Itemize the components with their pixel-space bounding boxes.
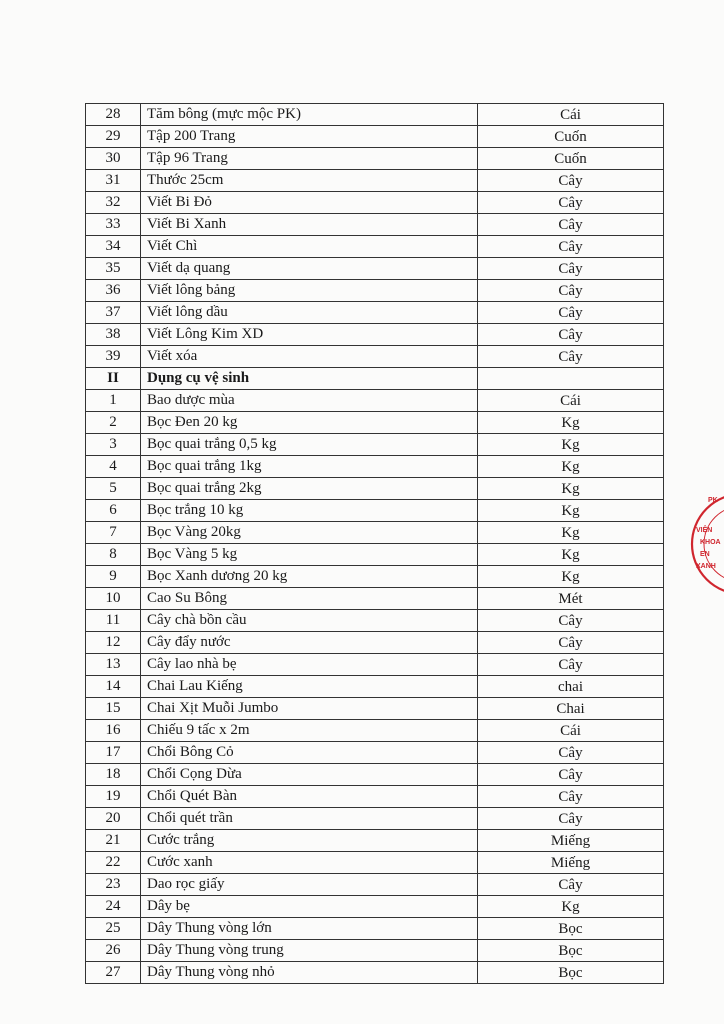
unit-cell: Miếng [478, 852, 664, 874]
table-row [86, 676, 664, 698]
table-row [86, 522, 664, 544]
row-number-cell: 19 [86, 786, 141, 808]
row-number-cell: 38 [86, 324, 141, 346]
row-number-cell: 7 [86, 522, 141, 544]
table-row [86, 192, 664, 214]
unit-cell: Bọc [478, 962, 664, 984]
unit-cell [478, 368, 664, 390]
table-row [86, 742, 664, 764]
table-row [86, 830, 664, 852]
items-table-body [86, 104, 664, 984]
unit-cell: Kg [478, 544, 664, 566]
row-number-cell: 10 [86, 588, 141, 610]
unit-cell: Kg [478, 478, 664, 500]
row-number-cell: 12 [86, 632, 141, 654]
table-row [86, 918, 664, 940]
item-name-cell: Tập 96 Trang [141, 148, 478, 170]
row-number-cell: 31 [86, 170, 141, 192]
unit-cell: Cây [478, 808, 664, 830]
unit-cell: Cây [478, 236, 664, 258]
red-stamp-seal [690, 488, 724, 600]
unit-cell: Cái [478, 390, 664, 412]
unit-cell: Cây [478, 192, 664, 214]
item-name-cell: Viết xóa [141, 346, 478, 368]
stamp-text-fragment: PK [708, 497, 718, 504]
table-row [86, 940, 664, 962]
table-row [86, 962, 664, 984]
row-number-cell: 20 [86, 808, 141, 830]
item-name-cell: Chổi Bông Cỏ [141, 742, 478, 764]
row-number-cell: 26 [86, 940, 141, 962]
item-name-cell: Viết dạ quang [141, 258, 478, 280]
table-row [86, 610, 664, 632]
table-row [86, 258, 664, 280]
row-number-cell: 37 [86, 302, 141, 324]
unit-cell: Bọc [478, 918, 664, 940]
row-number-cell: 22 [86, 852, 141, 874]
table-row [86, 500, 664, 522]
item-name-cell: Bọc Vàng 5 kg [141, 544, 478, 566]
row-number-cell: 39 [86, 346, 141, 368]
item-name-cell: Bọc Đen 20 kg [141, 412, 478, 434]
table-row [86, 324, 664, 346]
row-number-cell: 29 [86, 126, 141, 148]
unit-cell: Cây [478, 764, 664, 786]
table-row [86, 654, 664, 676]
table-row [86, 280, 664, 302]
table-row [86, 566, 664, 588]
items-table [85, 103, 664, 984]
table-row [86, 874, 664, 896]
unit-cell: Miếng [478, 830, 664, 852]
item-name-cell: Dao rọc giấy [141, 874, 478, 896]
item-name-cell: Cước trắng [141, 830, 478, 852]
item-name-cell: Dây Thung vòng nhỏ [141, 962, 478, 984]
unit-cell: Kg [478, 434, 664, 456]
item-name-cell: Cước xanh [141, 852, 478, 874]
item-name-cell: Chổi Cọng Dừa [141, 764, 478, 786]
row-number-cell: 1 [86, 390, 141, 412]
item-name-cell: Bao dược mùa [141, 390, 478, 412]
item-name-cell: Bọc trắng 10 kg [141, 500, 478, 522]
table-row [86, 786, 664, 808]
item-name-cell: Bọc quai trắng 2kg [141, 478, 478, 500]
item-name-cell: Chổi quét trần [141, 808, 478, 830]
item-name-cell: Cây lao nhà bẹ [141, 654, 478, 676]
unit-cell: Cuốn [478, 148, 664, 170]
table-row [86, 544, 664, 566]
table-row [86, 478, 664, 500]
row-number-cell: 34 [86, 236, 141, 258]
table-row [86, 632, 664, 654]
table-row [86, 346, 664, 368]
row-number-cell: 2 [86, 412, 141, 434]
unit-cell: Cây [478, 346, 664, 368]
item-name-cell: Bọc Vàng 20kg [141, 522, 478, 544]
unit-cell: Cây [478, 610, 664, 632]
table-row [86, 214, 664, 236]
row-number-cell: 15 [86, 698, 141, 720]
row-number-cell: 18 [86, 764, 141, 786]
item-name-cell: Viết Bi Đỏ [141, 192, 478, 214]
item-name-cell: Viết Bi Xanh [141, 214, 478, 236]
row-number-cell: 35 [86, 258, 141, 280]
row-number-cell: 27 [86, 962, 141, 984]
stamp-text-fragment: XANH [696, 563, 716, 570]
unit-cell: Kg [478, 566, 664, 588]
row-number-cell: 13 [86, 654, 141, 676]
row-number-cell: 14 [86, 676, 141, 698]
item-name-cell: Chổi Quét Bàn [141, 786, 478, 808]
row-number-cell: 5 [86, 478, 141, 500]
row-number-cell: II [86, 368, 141, 390]
unit-cell: Cây [478, 214, 664, 236]
row-number-cell: 3 [86, 434, 141, 456]
unit-cell: Bọc [478, 940, 664, 962]
table-row [86, 302, 664, 324]
stamp-text-fragment: EN [700, 551, 710, 558]
item-name-cell: Tăm bông (mực mộc PK) [141, 104, 478, 126]
section-header-row [86, 368, 664, 390]
table-row [86, 588, 664, 610]
table-row [86, 170, 664, 192]
table-row [86, 104, 664, 126]
unit-cell: Kg [478, 522, 664, 544]
table-row [86, 720, 664, 742]
unit-cell: Cây [478, 786, 664, 808]
table-row [86, 390, 664, 412]
row-number-cell: 32 [86, 192, 141, 214]
table-row [86, 852, 664, 874]
item-name-cell: Viết lông dầu [141, 302, 478, 324]
item-name-cell: Cao Su Bông [141, 588, 478, 610]
item-name-cell: Dụng cụ vệ sinh [141, 368, 478, 390]
table-row [86, 412, 664, 434]
unit-cell: chai [478, 676, 664, 698]
table-row [86, 236, 664, 258]
item-name-cell: Cây chà bồn cầu [141, 610, 478, 632]
unit-cell: Cây [478, 874, 664, 896]
row-number-cell: 9 [86, 566, 141, 588]
table-row [86, 456, 664, 478]
unit-cell: Cây [478, 170, 664, 192]
row-number-cell: 30 [86, 148, 141, 170]
stamp-text-fragment: KHOA [700, 539, 721, 546]
unit-cell: Cây [478, 324, 664, 346]
unit-cell: Cuốn [478, 126, 664, 148]
item-name-cell: Chai Xịt Muỗi Jumbo [141, 698, 478, 720]
item-name-cell: Dây bẹ [141, 896, 478, 918]
item-name-cell: Chiếu 9 tấc x 2m [141, 720, 478, 742]
stamp-text-fragment: VIỆN [696, 527, 713, 534]
item-name-cell: Thước 25cm [141, 170, 478, 192]
item-name-cell: Chai Lau Kiếng [141, 676, 478, 698]
table-row [86, 148, 664, 170]
unit-cell: Cây [478, 742, 664, 764]
unit-cell: Chai [478, 698, 664, 720]
unit-cell: Kg [478, 896, 664, 918]
item-name-cell: Dây Thung vòng lớn [141, 918, 478, 940]
unit-cell: Cây [478, 654, 664, 676]
row-number-cell: 4 [86, 456, 141, 478]
row-number-cell: 24 [86, 896, 141, 918]
unit-cell: Cây [478, 302, 664, 324]
unit-cell: Cây [478, 632, 664, 654]
unit-cell: Kg [478, 412, 664, 434]
unit-cell: Kg [478, 500, 664, 522]
unit-cell: Cái [478, 720, 664, 742]
item-name-cell: Viết lông bảng [141, 280, 478, 302]
item-name-cell: Bọc quai trắng 1kg [141, 456, 478, 478]
item-name-cell: Dây Thung vòng trung [141, 940, 478, 962]
row-number-cell: 21 [86, 830, 141, 852]
item-name-cell: Tập 200 Trang [141, 126, 478, 148]
item-name-cell: Cây đẩy nước [141, 632, 478, 654]
row-number-cell: 11 [86, 610, 141, 632]
item-name-cell: Viết Lông Kim XD [141, 324, 478, 346]
table-row [86, 126, 664, 148]
row-number-cell: 16 [86, 720, 141, 742]
row-number-cell: 36 [86, 280, 141, 302]
row-number-cell: 28 [86, 104, 141, 126]
row-number-cell: 25 [86, 918, 141, 940]
table-row [86, 764, 664, 786]
unit-cell: Mét [478, 588, 664, 610]
table-row [86, 434, 664, 456]
unit-cell: Kg [478, 456, 664, 478]
table-row [86, 808, 664, 830]
item-name-cell: Viết Chì [141, 236, 478, 258]
row-number-cell: 17 [86, 742, 141, 764]
unit-cell: Cây [478, 258, 664, 280]
item-name-cell: Bọc Xanh dương 20 kg [141, 566, 478, 588]
row-number-cell: 6 [86, 500, 141, 522]
item-name-cell: Bọc quai trắng 0,5 kg [141, 434, 478, 456]
row-number-cell: 23 [86, 874, 141, 896]
unit-cell: Cây [478, 280, 664, 302]
table-row [86, 698, 664, 720]
unit-cell: Cái [478, 104, 664, 126]
table-row [86, 896, 664, 918]
row-number-cell: 33 [86, 214, 141, 236]
row-number-cell: 8 [86, 544, 141, 566]
